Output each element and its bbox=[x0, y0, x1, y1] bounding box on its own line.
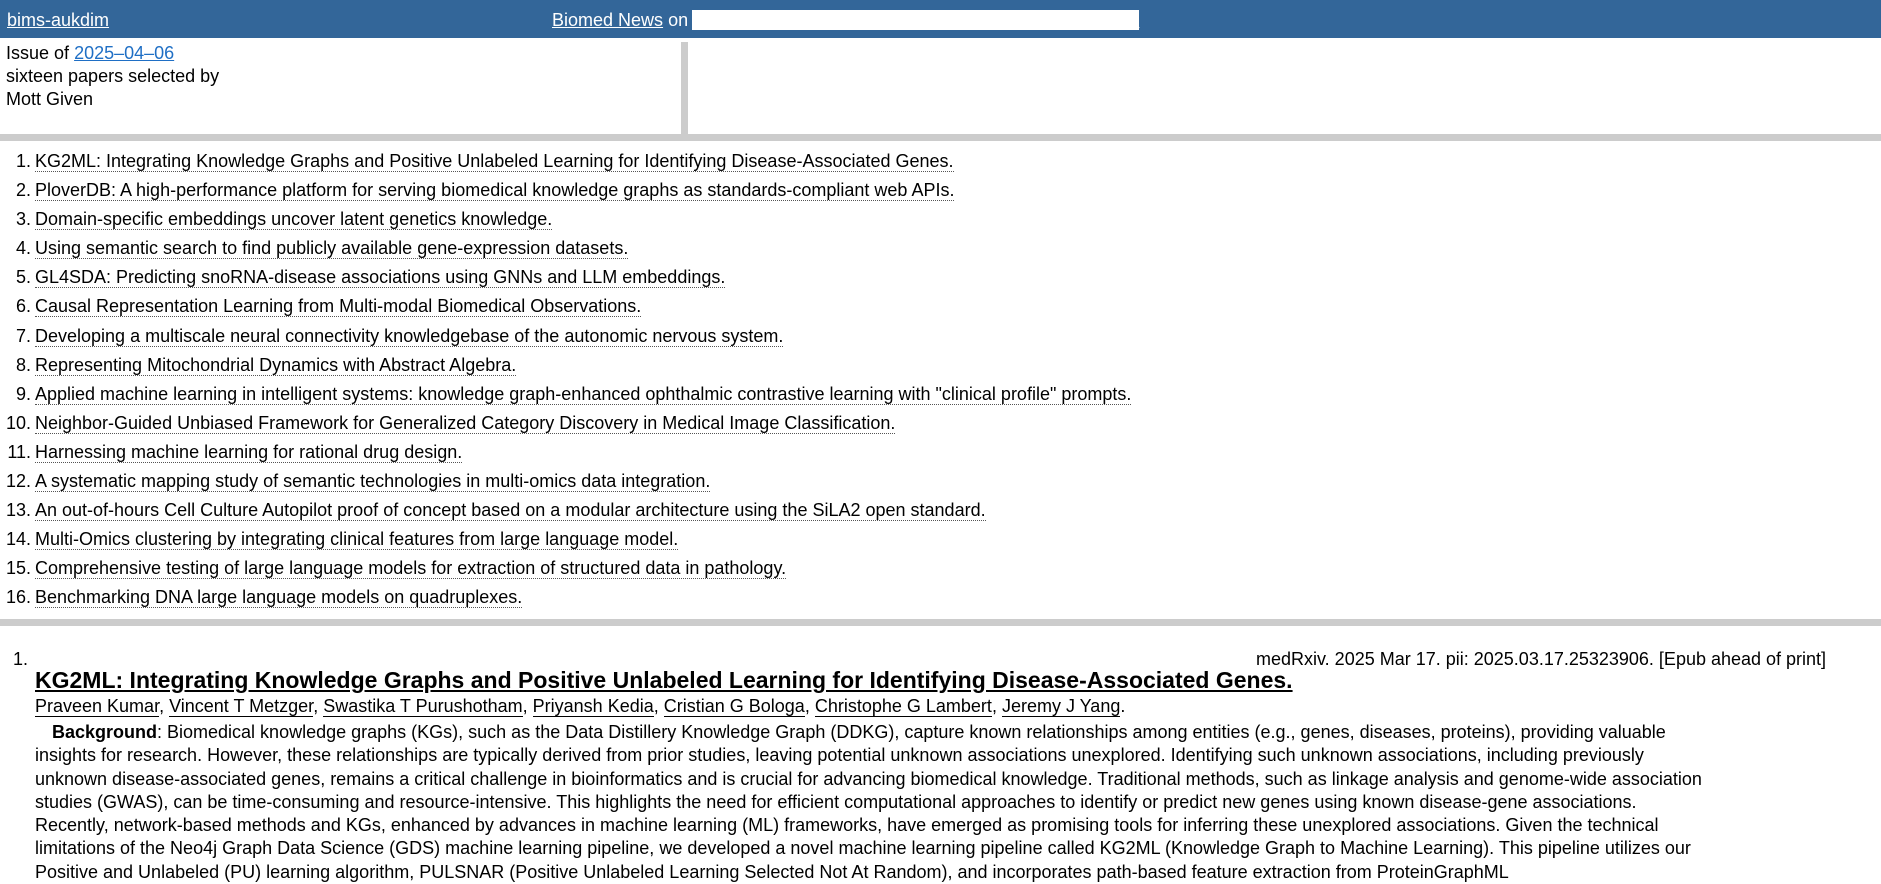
toc-number: 7. bbox=[15, 325, 31, 346]
toc-item bbox=[0, 351, 1131, 380]
toc-item bbox=[0, 176, 1131, 205]
toc-item bbox=[0, 409, 1131, 438]
toc-number: 10. bbox=[5, 412, 31, 433]
abstract-text: : Biomedical knowledge graphs (KGs), such as the Data Distillery Knowledge Graph (DDKG), capture known relationships among entities (e.g., genes, diseases, proteins), providing valuable bbox=[157, 722, 1666, 742]
author-separator: , bbox=[522, 696, 533, 716]
toc-item bbox=[0, 147, 1131, 176]
topic-link[interactable]: Automated knowledge discovery techniques in medicine bbox=[692, 10, 1140, 30]
toc-item bbox=[0, 525, 1131, 554]
abstract-label: Background bbox=[52, 722, 158, 742]
toc-link[interactable]: A systematic mapping study of semantic technologies in multi-omics data integration. bbox=[35, 471, 711, 492]
toc-item bbox=[0, 554, 1131, 583]
issue-selected-by: sixteen papers selected by bbox=[6, 66, 220, 86]
toc-number: 16. bbox=[5, 587, 31, 608]
toc-number: 1. bbox=[15, 151, 31, 171]
authors-end: . bbox=[1120, 696, 1126, 716]
issue-box bbox=[0, 42, 688, 134]
toc-link[interactable]: Applied machine learning in intelligent systems: knowledge graph-enhanced ophthalmic contrastive learning with "clinical profile" prompts. bbox=[35, 383, 1132, 404]
author-link[interactable]: Vincent T Metzger bbox=[169, 696, 314, 716]
toc-link[interactable]: Benchmarking DNA large language models on quadruplexes. bbox=[35, 587, 523, 608]
abstract-line bbox=[35, 721, 1881, 744]
toc-number: 13. bbox=[5, 500, 31, 521]
article-abstract bbox=[35, 721, 1881, 884]
toc-item bbox=[0, 322, 1131, 351]
site-link[interactable]: bims-aukdim bbox=[7, 10, 110, 30]
toc-link[interactable]: GL4SDA: Predicting snoRNA-disease associations using GNNs and LLM embeddings. bbox=[35, 267, 726, 288]
abstract-line: insights for research. However, these relationships are typically derived from prior studies, leaving potential unknown associations unexplored. Identifying such unknown associations, including previously bbox=[35, 745, 1644, 766]
toc-number: 5. bbox=[15, 267, 31, 288]
author-separator: , bbox=[653, 696, 664, 716]
author-link[interactable]: Priyansh Kedia bbox=[532, 696, 654, 716]
toc-item bbox=[0, 292, 1131, 321]
toc-link[interactable]: Harnessing machine learning for rational drug design. bbox=[35, 441, 463, 462]
toc-item bbox=[0, 234, 1131, 263]
article-citation: medRxiv. 2025 Mar 17. pii: 2025.03.17.25323906. [Epub ahead of print] bbox=[1256, 649, 1827, 669]
author-separator: , bbox=[991, 696, 1002, 716]
toc-item bbox=[0, 438, 1131, 467]
article-authors bbox=[35, 696, 1125, 717]
toc-link[interactable]: PloverDB: A high-performance platform for serving biomedical knowledge graphs as standards-compliant web APIs. bbox=[35, 180, 955, 201]
toc-link[interactable]: Neighbor-Guided Unbiased Framework for Generalized Category Discovery in Medical Image Classification. bbox=[35, 412, 896, 433]
toc-number: 12. bbox=[5, 471, 31, 492]
toc-link[interactable]: Using semantic search to find publicly available gene-expression datasets. bbox=[35, 238, 629, 259]
divider bbox=[0, 619, 1881, 626]
author-link[interactable]: Praveen Kumar bbox=[35, 696, 160, 716]
article-title bbox=[35, 667, 1293, 694]
toc-item bbox=[0, 263, 1131, 292]
article-number: 1. bbox=[13, 649, 29, 669]
toc-number: 11. bbox=[7, 441, 31, 462]
author-link[interactable]: Christophe G Lambert bbox=[814, 696, 992, 716]
toc-item bbox=[0, 380, 1131, 409]
abstract-line: unknown disease-associated genes, remains a critical challenge in bioinformatics and is crucial for advancing biomedical knowledge. Traditional methods, such as linkage analysis and genome-wide association bbox=[35, 768, 1702, 789]
toc-link[interactable]: KG2ML: Integrating Knowledge Graphs and Positive Unlabeled Learning for Identifying Disease-Associated Genes. bbox=[35, 151, 954, 171]
toc-link[interactable]: Developing a multiscale neural connectivity knowledgebase of the autonomic nervous system. bbox=[35, 325, 784, 346]
toc-item bbox=[0, 496, 1131, 525]
toc-number: 14. bbox=[5, 529, 31, 550]
author-link[interactable]: Jeremy J Yang bbox=[1001, 696, 1121, 716]
issue-editor: Mott Given bbox=[6, 89, 94, 109]
toc-item bbox=[0, 467, 1131, 496]
abstract-line: limitations of the Neo4j Graph Data Science (GDS) machine learning pipeline, we developed a novel machine learning pipeline called KG2ML (Knowledge Graph to Machine Learning). This pipeline utilizes our bbox=[35, 838, 1691, 859]
author-link[interactable]: Cristian G Bologa bbox=[663, 696, 805, 716]
abstract-line: Recently, network-based methods and KGs, enhanced by advances in machine learning (ML) frameworks, have emerged as promising tools for inferring these unexplored associations. Given the technical bbox=[35, 815, 1659, 836]
toc-item bbox=[0, 583, 1131, 612]
issue-prefix: Issue of bbox=[6, 43, 70, 63]
toc-item bbox=[0, 205, 1131, 234]
article-title-link[interactable]: KG2ML: Integrating Knowledge Graphs and Positive Unlabeled Learning for Identifying Disease-Associated Genes. bbox=[35, 667, 1293, 693]
toc-number: 15. bbox=[5, 558, 31, 579]
top-bar bbox=[0, 0, 1881, 38]
divider bbox=[0, 134, 1881, 141]
issue-date-link[interactable]: 2025‒04‒06 bbox=[74, 43, 175, 63]
toc-number: 2. bbox=[15, 180, 31, 201]
toc-link[interactable]: Causal Representation Learning from Multi-modal Biomedical Observations. bbox=[35, 296, 642, 317]
author-separator: , bbox=[804, 696, 815, 716]
brand-link[interactable]: Biomed News bbox=[552, 10, 664, 30]
table-of-contents bbox=[0, 147, 1131, 613]
toc-link[interactable]: Multi-Omics clustering by integrating clinical features from large language model. bbox=[35, 529, 679, 550]
toc-link[interactable]: An out-of-hours Cell Culture Autopilot proof of concept based on a modular architecture using the SiLA2 open standard. bbox=[35, 500, 986, 521]
toc-number: 4. bbox=[15, 238, 31, 259]
header-on-text: on bbox=[668, 10, 689, 30]
toc-number: 6. bbox=[15, 296, 31, 317]
issue-line bbox=[6, 42, 681, 65]
toc-link[interactable]: Comprehensive testing of large language models for extraction of structured data in pathology. bbox=[35, 558, 787, 579]
toc-link[interactable]: Representing Mitochondrial Dynamics with Abstract Algebra. bbox=[35, 354, 517, 375]
author-separator: , bbox=[313, 696, 324, 716]
author-link[interactable]: Swastika T Purushotham bbox=[323, 696, 523, 716]
toc-number: 8. bbox=[15, 354, 31, 375]
toc-link[interactable]: Domain-specific embeddings uncover latent genetics knowledge. bbox=[35, 209, 553, 230]
toc-number: 3. bbox=[15, 209, 31, 230]
header-center bbox=[552, 10, 1139, 31]
abstract-line: studies (GWAS), can be time-consuming and resource-intensive. This highlights the need for efficient computational approaches to identify or predict new genes using known disease-gene associations. bbox=[35, 791, 1637, 812]
author-separator: , bbox=[159, 696, 170, 716]
abstract-line: Positive and Unlabeled (PU) learning algorithm, PULSNAR (Positive Unlabeled Learning Selected Not At Random), and incorporates path-based feature extraction from ProteinGraphML bbox=[35, 861, 1509, 882]
toc-number: 9. bbox=[15, 383, 31, 404]
